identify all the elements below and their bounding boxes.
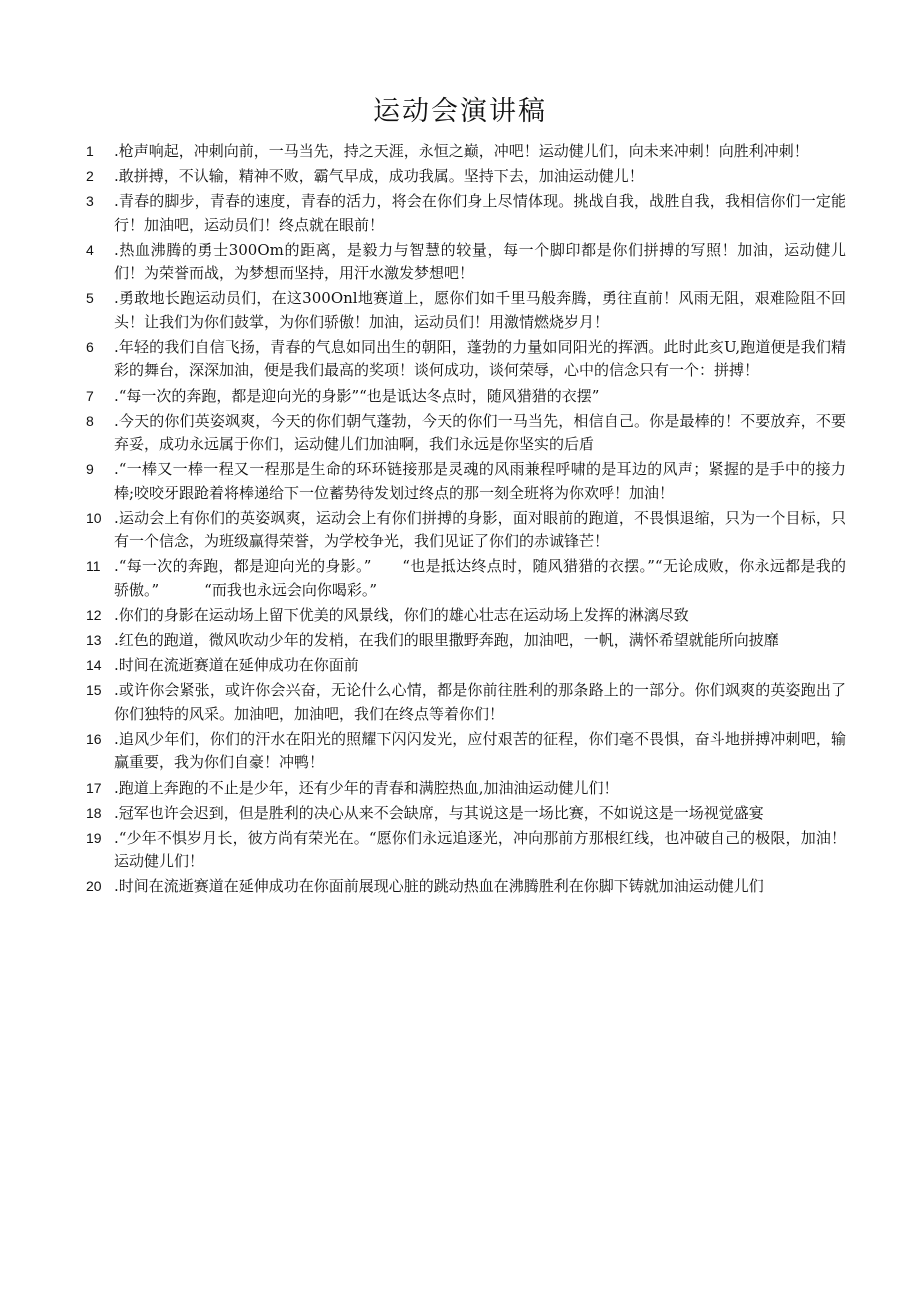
list-item xyxy=(86,604,846,628)
list-item-text: .敢拼搏，不认输，精神不败，霸气早成，成功我属。坚持下去，加油运动健儿！ xyxy=(114,167,644,186)
list-item xyxy=(86,629,846,653)
list-item-number: 7 xyxy=(86,387,94,404)
list-item xyxy=(86,728,846,775)
list-item-number: 13 xyxy=(86,632,102,649)
list-item xyxy=(86,239,846,286)
list-item-number: 11 xyxy=(86,558,101,575)
list-item-number: 19 xyxy=(86,829,102,846)
list-item-text: .运动会上有你们的英姿飒爽，运动会上有你们拼搏的身影，面对眼前的跑道，不畏惧退缩，只为一个目标，只有一个信念，为班级赢得荣誉，为学校争光，我们见证了你们的赤诚锋芒！ xyxy=(114,508,846,551)
list-item-text: .“一棒又一棒一程又一程那是生命的环环链接那是灵魂的风雨兼程呼啸的是耳边的风声；紧握的是手中的接力棒;咬咬牙跟跄着将棒递给下一位蓄势待发划过终点的那一刻全班将为你欢呼！加油！ xyxy=(114,460,846,502)
list-item xyxy=(86,458,846,505)
list-item-number: 15 xyxy=(86,682,102,699)
list-item-number: 5 xyxy=(86,290,94,307)
list-item-number: 20 xyxy=(86,878,102,895)
list-item xyxy=(86,410,846,457)
list-item-text: .冠军也许会迟到，但是胜利的决心从来不会缺席，与其说这是一场比赛，不如说这是一场视觉盛宴 xyxy=(114,803,764,822)
list-item-number: 1 xyxy=(86,143,94,159)
list-item-number: 9 xyxy=(86,461,94,478)
list-item-number: 8 xyxy=(86,412,94,429)
list-item xyxy=(86,507,846,554)
list-item-number: 14 xyxy=(86,657,102,674)
list-item-text: .热血沸腾的勇士300Om的距离，是毅力与智慧的较量，每一个脚印都是你们拼搏的写照！加油，运动健儿们！为荣誉而战，为梦想而坚持，用汗水激发梦想吧！ xyxy=(114,240,846,283)
list-item-text: .时间在流逝赛道在延伸成功在你面前展现心脏的跳动热血在沸腾胜利在你脚下铸就加油运动健儿们 xyxy=(114,877,764,896)
list-item-number: 16 xyxy=(86,730,102,747)
list-item-number: 3 xyxy=(86,193,94,210)
list-item-number: 6 xyxy=(86,338,94,355)
list-item xyxy=(86,336,846,383)
list-item-text: .青春的脚步，青春的速度，青春的活力，将会在你们身上尽情体现。挑战自我，战胜自我，我相信你们一定能行！加油吧，运动员们！终点就在眼前！ xyxy=(114,192,846,234)
list-item-text: .“每一次的奔跑，都是迎向光的身影”“也是诋达冬点时，随风猎猎的衣摆” xyxy=(114,386,600,405)
list-item-text: .跑道上奔跑的不止是少年，还有少年的青春和满腔热血,加油油运动健儿们！ xyxy=(114,778,619,797)
list-item xyxy=(86,555,846,602)
list-item xyxy=(86,827,846,874)
list-item xyxy=(86,777,846,801)
list-item-number: 12 xyxy=(86,607,102,624)
list-item xyxy=(86,654,846,678)
list-item-text: .枪声响起，冲刺向前，一马当先，持之天涯，永恒之巅，冲吧！运动健儿们，向未来冲刺！向胜利冲刺！ xyxy=(114,142,809,160)
list-item xyxy=(86,802,846,826)
list-item-number: 17 xyxy=(86,779,102,796)
list-item xyxy=(86,679,846,726)
list-item-text: .今天的你们英姿飒爽，今天的你们朝气蓬勃，今天的你们一马当先，相信自己。你是最棒的！不要放弃，不要弃妥，成功永远属于你们，运动健儿们加油啊，我们永远是你坚实的后盾 xyxy=(114,411,846,454)
list-item-text: .“少年不惧岁月长，彼方尚有荣光在。“愿你们永远追逐光，冲向那前方那根红线，也冲破自己的极限，加油！运动健儿们！ xyxy=(114,828,846,871)
list-item-text: .“每一次的奔跑，都是迎向光的身影。” “也是抵达终点时，随风猎猎的衣摆。”“无论成败，你永远都是我的骄傲。” “而我也永远会向你喝彩。” xyxy=(114,557,846,599)
list-item xyxy=(86,287,846,334)
list-item xyxy=(86,140,846,164)
list-item-text: .年轻的我们自信飞扬，青春的气息如同出生的朝阳，蓬勃的力量如同阳光的挥洒。此时此亥U,跑道便是我们精彩的舞台，深深加油，便是我们最高的奖项！谈何成功，谈何荣辱，心中的信念只有一个：拼搏！ xyxy=(114,337,846,380)
list-item-number: 2 xyxy=(86,168,94,185)
list-item xyxy=(86,385,846,409)
list-item xyxy=(86,875,846,899)
list-item-number: 18 xyxy=(86,804,102,821)
list-item-text: .勇敢地长跑运动员们，在这300Onl地赛道上，愿你们如千里马般奔腾，勇往直前！风雨无阻，艰难险阻不回头！让我们为你们鼓掌，为你们骄傲！加油，运动员们！用激情燃烧岁月！ xyxy=(114,289,846,331)
list-item xyxy=(86,190,846,237)
list-item-number: 10 xyxy=(86,509,102,526)
list-item-text: .追风少年们，你们的汗水在阳光的照耀下闪闪发光，应付艰苦的征程，你们毫不畏惧，奋斗地拼搏冲刺吧，输赢重要，我为你们自豪！冲鸭！ xyxy=(114,729,846,772)
list-item-text: .时间在流逝赛道在延伸成功在你面前 xyxy=(114,656,359,675)
list-item-number: 4 xyxy=(86,241,94,258)
speech-list xyxy=(86,140,846,900)
list-item-text: .红色的跑道，微风吹动少年的发梢，在我们的眼里撒野奔跑，加油吧，一帆，满怀希望就能所向披靡 xyxy=(114,631,779,650)
list-item xyxy=(86,165,846,189)
list-item-text: .你们的身影在运动场上留下优美的风景线，你们的雄心壮志在运动场上发挥的淋漓尽致 xyxy=(114,606,689,625)
page-title: 运动会演讲稿 xyxy=(373,96,547,127)
list-item-text: .或许你会紧张，或许你会兴奋，无论什么心情，都是你前往胜利的那条路上的一部分。你们飒爽的英姿跑出了你们独特的风采。加油吧，加油吧，我们在终点等着你们！ xyxy=(114,681,846,723)
